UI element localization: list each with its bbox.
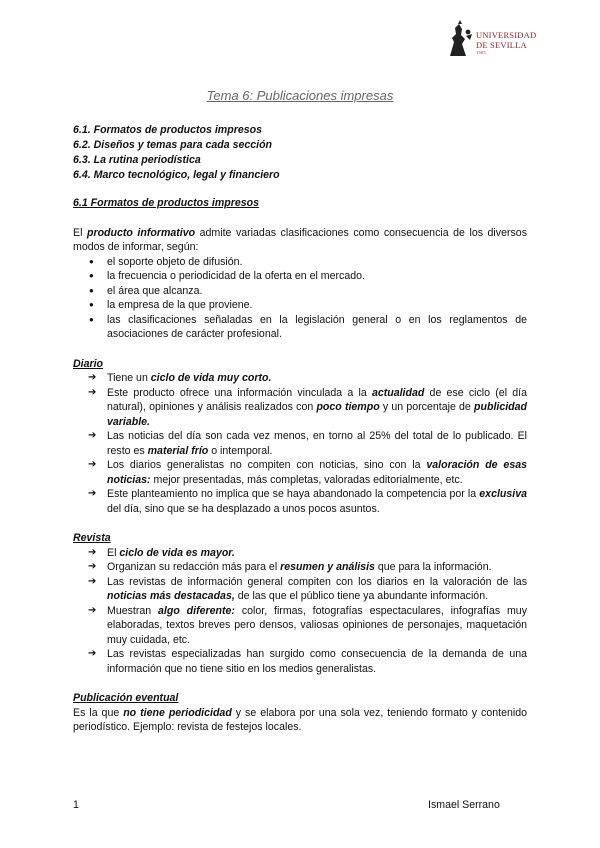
table-of-contents: [73, 123, 527, 183]
emphasis: actualidad: [371, 386, 425, 399]
list-item: ● la empresa de la que proviene.: [107, 298, 527, 313]
list-item: [107, 487, 527, 516]
emphasis: ciclo de vida es mayor.: [119, 546, 235, 559]
toc-item: 6.4. Marco tecnológico, legal y financiero: [73, 169, 280, 181]
section-heading: 6.1 Formatos de productos impresos: [73, 197, 260, 209]
emphasis: resumen y análisis: [280, 561, 375, 573]
list-item: [107, 458, 527, 487]
toc-item: 6.1. Formatos de productos impresos: [73, 124, 262, 136]
emphasis: noticias más destacadas,: [107, 590, 235, 602]
text: del día, sino que se ha desplazado a unos pocos asuntos.: [107, 502, 380, 515]
list-item: ● las clasificaciones señaladas en la legislación general o en los reglamentos de asociaciones de carácter profesional.: [107, 313, 527, 342]
list-item: [107, 546, 527, 561]
text: Muestran: [107, 604, 159, 617]
list-item: [107, 604, 527, 648]
diario-list: [73, 371, 527, 516]
emphasis: producto informativo: [86, 226, 196, 239]
text: de ese ciclo (el día natural), opiniones y análisis realizados con: [107, 386, 527, 413]
document-title: Tema 6: Publicaciones impresas: [206, 88, 394, 103]
page-number: 1: [73, 799, 79, 811]
intro-paragraph: [73, 226, 527, 255]
list-item: [107, 575, 527, 604]
emphasis: exclusiva: [479, 488, 527, 500]
list-item: ● la frecuencia o periodicidad de la oferta en el mercado.: [107, 269, 527, 284]
text: y un porcentaje de: [379, 401, 475, 413]
text: Las noticias del día son cada vez menos, en torno al 25% del total de lo publicado. El resto es: [107, 430, 527, 457]
eventual-paragraph: [73, 706, 527, 735]
text: o intemporal.: [208, 444, 273, 457]
diario-heading: Diario: [73, 357, 104, 370]
text: Los diarios generalistas no compiten con noticias, sino con la: [107, 459, 427, 471]
text: Es la que: [73, 706, 124, 719]
logo-line-2: DE SEVILLA: [476, 40, 527, 50]
text: que para la información.: [374, 561, 492, 573]
text: Este producto ofrece una información vinculada a la: [107, 386, 372, 399]
text: de las que el público tiene ya abundante información.: [234, 590, 489, 602]
emphasis: valoración de esas noticias:: [107, 459, 527, 486]
emphasis: ciclo de vida muy corto.: [150, 372, 272, 384]
text: Este planteamiento no implica que se haya abandonado la competencia por la: [107, 488, 480, 500]
emphasis: no tiene periodicidad: [123, 706, 232, 719]
emphasis: material frío: [147, 444, 209, 457]
giralda-icon: [446, 20, 476, 58]
list-item: ● el soporte objeto de difusión.: [107, 255, 527, 270]
toc-item: 6.2. Diseños y temas para cada sección: [73, 139, 273, 151]
footer-author: Ismael Serrano: [428, 799, 500, 811]
toc-item: 6.3. La rutina periodística: [73, 154, 201, 166]
text: Las revistas de información general compiten con los diarios en la valoración de las: [107, 575, 527, 588]
text: El: [107, 546, 120, 559]
text: El: [73, 226, 87, 239]
emphasis: poco tiempo: [316, 401, 380, 413]
list-item: [107, 429, 527, 458]
text: color, firmas, fotografías espectaculares, infografías muy elaboradas, textos breves pero densos, valiosas opiniones de personajes, maquetación muy cuidada, etc.: [107, 604, 527, 646]
text: y se elabora por una sola vez, teniendo formato y contenido periodístico. Ejemplo: revista de festejos locales.: [73, 706, 527, 733]
university-logo: [446, 20, 546, 60]
list-item: [107, 386, 527, 430]
text: Organizan su redacción más para el: [107, 561, 281, 573]
list-item: [107, 560, 527, 575]
bullet-list: [73, 255, 527, 342]
revista-heading: Revista: [73, 532, 111, 544]
list-item: [107, 371, 527, 386]
revista-list: [73, 546, 527, 677]
logo-line-3: 1505: [476, 50, 486, 55]
list-item: ➔ Las revistas especializadas han surgido como consecuencia de la demanda de una información que no tiene sitio en los medios generalistas.: [107, 647, 527, 676]
emphasis: publicidad variable.: [107, 401, 527, 428]
document-body: [73, 123, 527, 735]
list-item: ● el área que alcanza.: [107, 284, 527, 299]
emphasis: algo diferente:: [158, 604, 235, 617]
logo-line-1: UNIVERSIDAD: [476, 30, 537, 40]
eventual-heading: Publicación eventual: [73, 692, 179, 704]
text: admite variadas clasificaciones como consecuencia de los diversos modos de informar, según:: [73, 226, 527, 253]
text: mejor presentadas, más completas, valoradas editorialmente, etc.: [150, 473, 463, 486]
text: Tiene un: [107, 372, 151, 384]
